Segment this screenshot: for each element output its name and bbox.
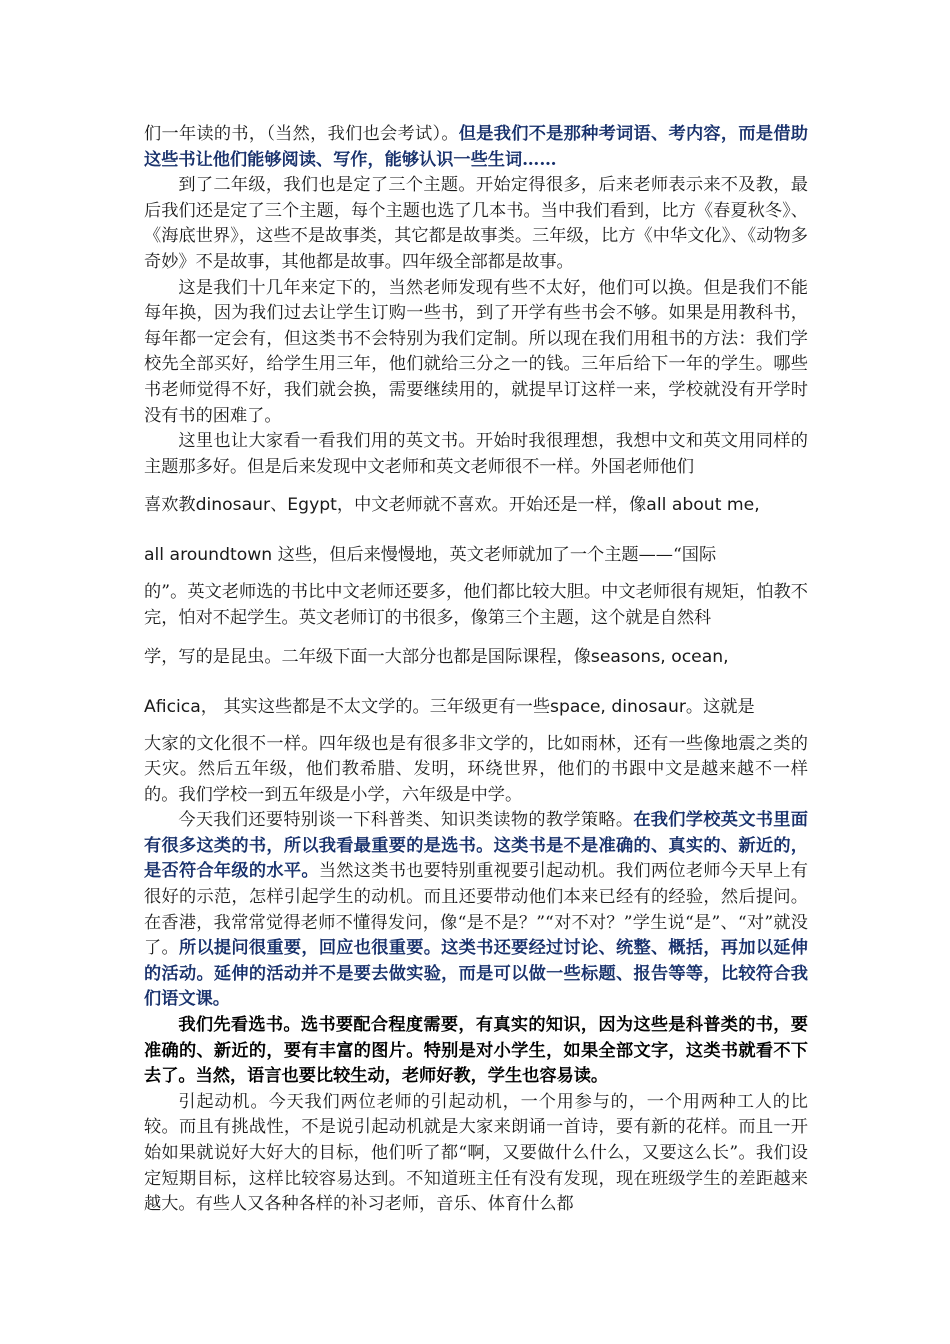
paragraph-3: 这是我们十几年来定下的，当然老师发现有些不太好，他们可以换。但是我们不能每年换，因为我们过去让学生订购一些书，到了开学有些书会不够。如果是用教科书，每年都一定会有，但这类书不会特别为我们定制。所以现在我们用租书的方法：我们学校先全部买好，给学生用三年，他们就给三分之一的钱。三年后给下一年的学生。哪些书老师觉得不好，我们就会换，需要继续用的，就提早订这样一来，学校就没有开学时没有书的困难了。 [144, 277, 808, 426]
text-run: 今天我们还要特别谈一下科普类、知识类读物的教学策略。 [178, 810, 634, 831]
paragraph-5-highlight-1: 在我们学校英文书里面有很多这类的书，所以我看最重要的是选书。这类书是不是准确的、真实的、新近的，是否符合年级的水平。 [144, 810, 808, 882]
text-run: 当然这类书也要特别重视要引起动机。我们两位老师今天早上有很好的示范，怎样引起学生的动机。而且还要带动他们本来已经有的经验，然后提问。在香港，我常常觉得老师不懂得发问，像“是不是？”“对不对？”学生说“是”、“对”就没了。 [144, 861, 808, 959]
text-run: ，中文老师就不喜欢。开始还是一样，像 [336, 495, 647, 516]
paragraph-6: 我们先看选书。选书要配合程度需要，有真实的知识，因为这些是科普类的书，要准确的、新近的，要有丰富的图片。特别是对小学生，如果全部文字，这类书就看不下去了。当然，语言也要比较生动，老师好教，学生也容易读。 [144, 1015, 808, 1087]
text-run: 的”。英文老师选的书比中文老师还要多，他们都比较大胆。中文老师很有规矩，怕教不完，怕对不起学生。英文老师订的书很多，像第三个主题，这个就是自然科 [144, 582, 808, 628]
english-term: all aroundtown [144, 545, 273, 566]
paragraph-1-highlight: 但是我们不是那种考词语、考内容，而是借助这些书让他们能够阅读、写作，能够认识一些生词…… [144, 124, 808, 170]
paragraph-4-line-f: 大家的文化很不一样。四年级也是有很多非文学的，比如雨林，还有一些像地震之类的天灾。然后五年级，他们教希腊、发明，环绕世界，他们的书跟中文是越来越不一样的。我们学校一到五年级是小学，六年级是中学。 [144, 733, 808, 805]
paragraph-4-intro: 这里也让大家看一看我们用的英文书。开始时我很理想，我想中文和英文用同样的主题那多好。但是后来发现中文老师和英文老师很不一样。外国老师他们 [144, 431, 808, 477]
text-run: 喜欢教 [144, 495, 196, 516]
paragraph-7: 引起动机。今天我们两位老师的引起动机，一个用参与的，一个用两种工人的比较。而且有挑战性，不是说引起动机就是大家来朗诵一首诗，要有新的花样。而且一开始如果就说好大好大的目标，他们听了都“啊，又要做什么什么，又要这么长”。我们设定短期目标，这样比较容易达到。不知道班主任有没有发现，现在班级学生的差距越来越大。有些人又各种各样的补习老师，音乐、体育什么都 [144, 1091, 808, 1215]
text-run: ， 其实这些都是不太文学的。三年级更有一些 [200, 696, 551, 717]
document-body [144, 122, 808, 1218]
paragraph-5-highlight-2: 所以提问很重要，回应也很重要。这类书还要经过讨论、统整、概括，再加以延伸的活动。延伸的活动并不是要去做实验，而是可以做一些标题、报告等等，比较符合我们语文课。 [144, 938, 808, 1010]
english-term: Aficica [144, 696, 201, 717]
paragraph-4-line-a [144, 480, 808, 530]
text-run: 这些，但后来慢慢地，英文老师就加了一个主题——“国际 [272, 545, 717, 566]
paragraph-1-text: 们一年读的书，（当然，我们也会考试）。 [144, 124, 459, 144]
paragraph-2: 到了二年级，我们也是定了三个主题。开始定得很多，后来老师表示来不及教，最后我们还是定了三个主题，每个主题也选了几本书。当中我们看到，比方《春夏秋冬》、《海底世界》，这些不是故事类，其它都是故事类。三年级，比方《中华文化》、《动物多奇妙》不是故事，其他都是故事。四年级全部都是故事。 [144, 175, 808, 272]
english-term: all about me, [646, 495, 760, 516]
paragraph-4 [144, 429, 808, 480]
english-term: space, dinosaur [550, 696, 686, 717]
english-term: seasons, ocean, [590, 646, 729, 667]
paragraph-4-line-e [144, 682, 808, 732]
text-run: 。这就是 [685, 696, 755, 717]
paragraph-5 [144, 808, 808, 1013]
paragraph-4-line-b [144, 530, 808, 580]
paragraph-1 [144, 122, 808, 173]
paragraph-4-line-d [144, 632, 808, 682]
english-term: dinosaur、Egypt [195, 495, 337, 516]
text-run: 学，写的是昆虫。二年级下面一大部分也都是国际课程，像 [144, 646, 591, 667]
paragraph-4-line-c [144, 580, 808, 631]
